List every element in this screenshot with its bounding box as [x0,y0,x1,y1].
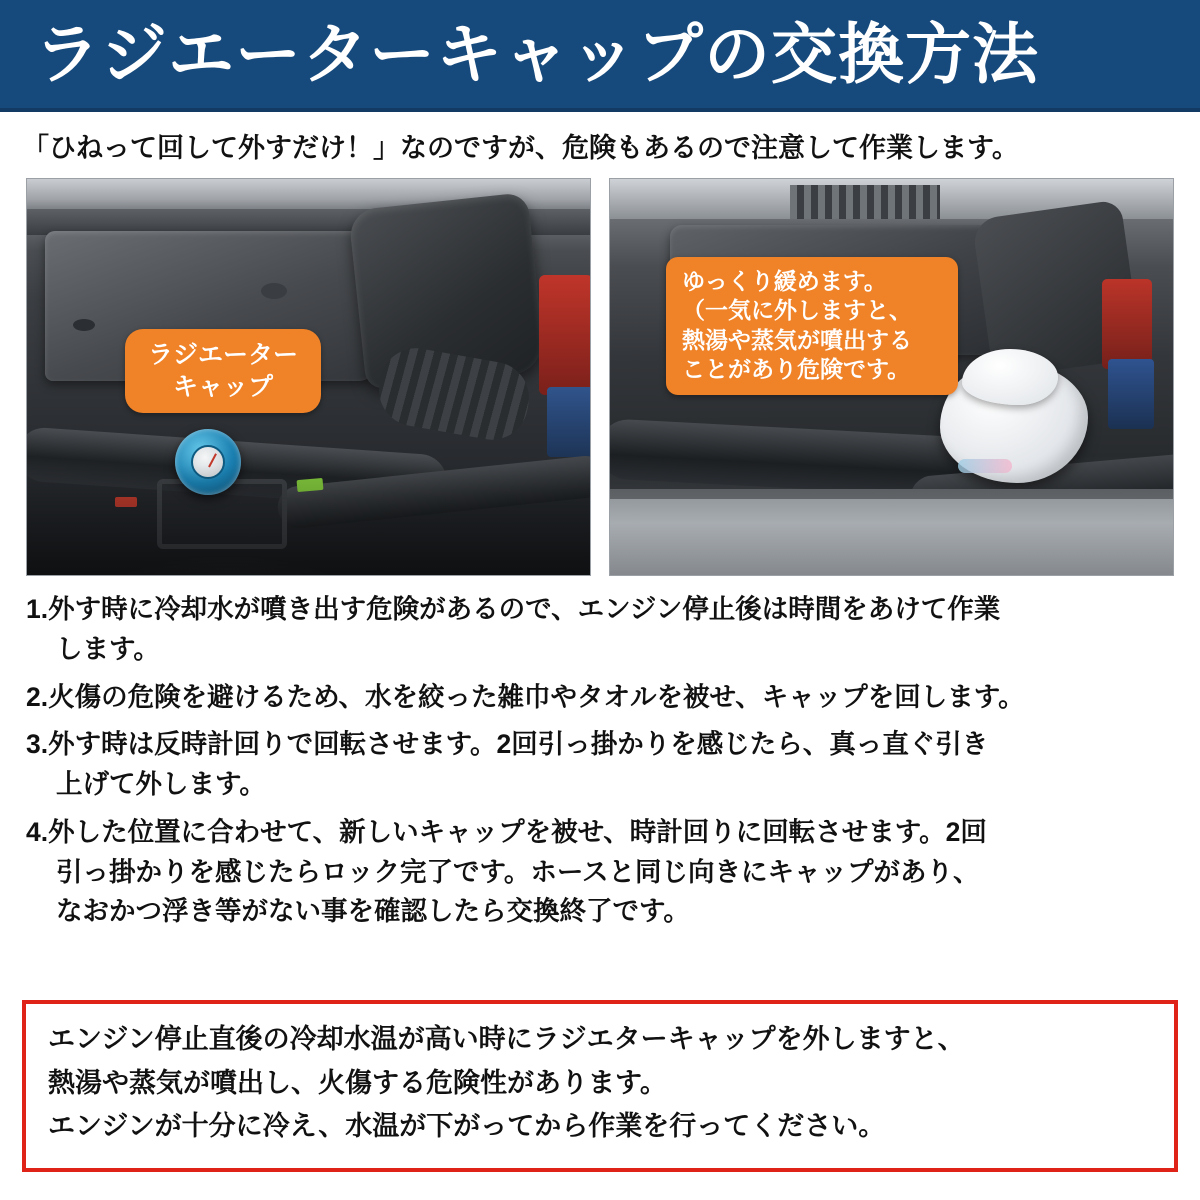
steps-list [26,590,1182,940]
callout-line-1: ゆっくり緩めます。 [682,268,887,294]
callout-line-4: ことがあり危険です。 [682,356,911,383]
warning-line: 熱湯や蒸気が噴出し、火傷する危険性があります。 [48,1067,667,1098]
header-banner [0,0,1200,112]
step-line: します。 [56,633,160,664]
grille-mesh [790,185,940,219]
callout-line-1: ラジエーター [147,341,298,369]
step-item [26,725,1182,805]
step-line: 引っ掛かりを感じたらロック完了です。ホースと同じ向きにキャップがあり、 [56,856,980,887]
blue-component [547,387,591,457]
step-line: 1.外す時に冷却水が噴き出す危険があるので、エンジン停止後は時間をあけて作業 [26,594,1001,624]
warning-line: エンジン停止直後の冷却水温が高い時にラジエターキャップを外しますと、 [48,1024,965,1054]
red-component [539,275,591,395]
photo-engine-bay-towel [609,178,1174,576]
lead-text: 「ひねって回して外すだけ！」なのですが、危険もあるので注意して作業します。 [22,133,1019,163]
step-item [26,590,1182,670]
red-component [1102,279,1152,369]
callout-loosen-slowly [666,257,958,395]
step-line: なおかつ浮き等がない事を確認したら交換終了です。 [56,896,690,927]
photo-engine-bay-radiator-cap [26,178,591,576]
step-line: 上げて外します。 [56,769,266,799]
bumper-panel [610,489,1173,575]
warning-line: エンジンが十分に冷え、水温が下がってから作業を行ってください。 [48,1111,886,1142]
towel-fold [962,349,1058,405]
step-item [26,678,1182,718]
callout-line-3: 熱湯や蒸気が噴出する [682,326,912,353]
step-line: 3.外す時は反時計回りで回転させます。2回引っ掛かりを感じたら、真っ直ぐ引き [26,729,989,760]
callout-line-2: （一気に外しますと、 [682,297,912,324]
step-line: 4.外した位置に合わせて、新しいキャップを被せ、時計回りに回転させます。2回 [26,816,987,847]
photo-shadow-overlay [27,465,590,575]
warning-box [22,1000,1178,1172]
step-line: 2.火傷の危険を避けるため、水を絞った雑巾やタオルを被せ、キャップを回します。 [26,681,1025,712]
blue-component [1108,359,1154,429]
step-item [26,813,1182,932]
page-title: ラジエーターキャップの交換方法 [34,17,1039,91]
callout-line-2: キャップ [172,373,273,401]
callout-radiator-cap [125,329,321,413]
photo-row [26,178,1174,576]
